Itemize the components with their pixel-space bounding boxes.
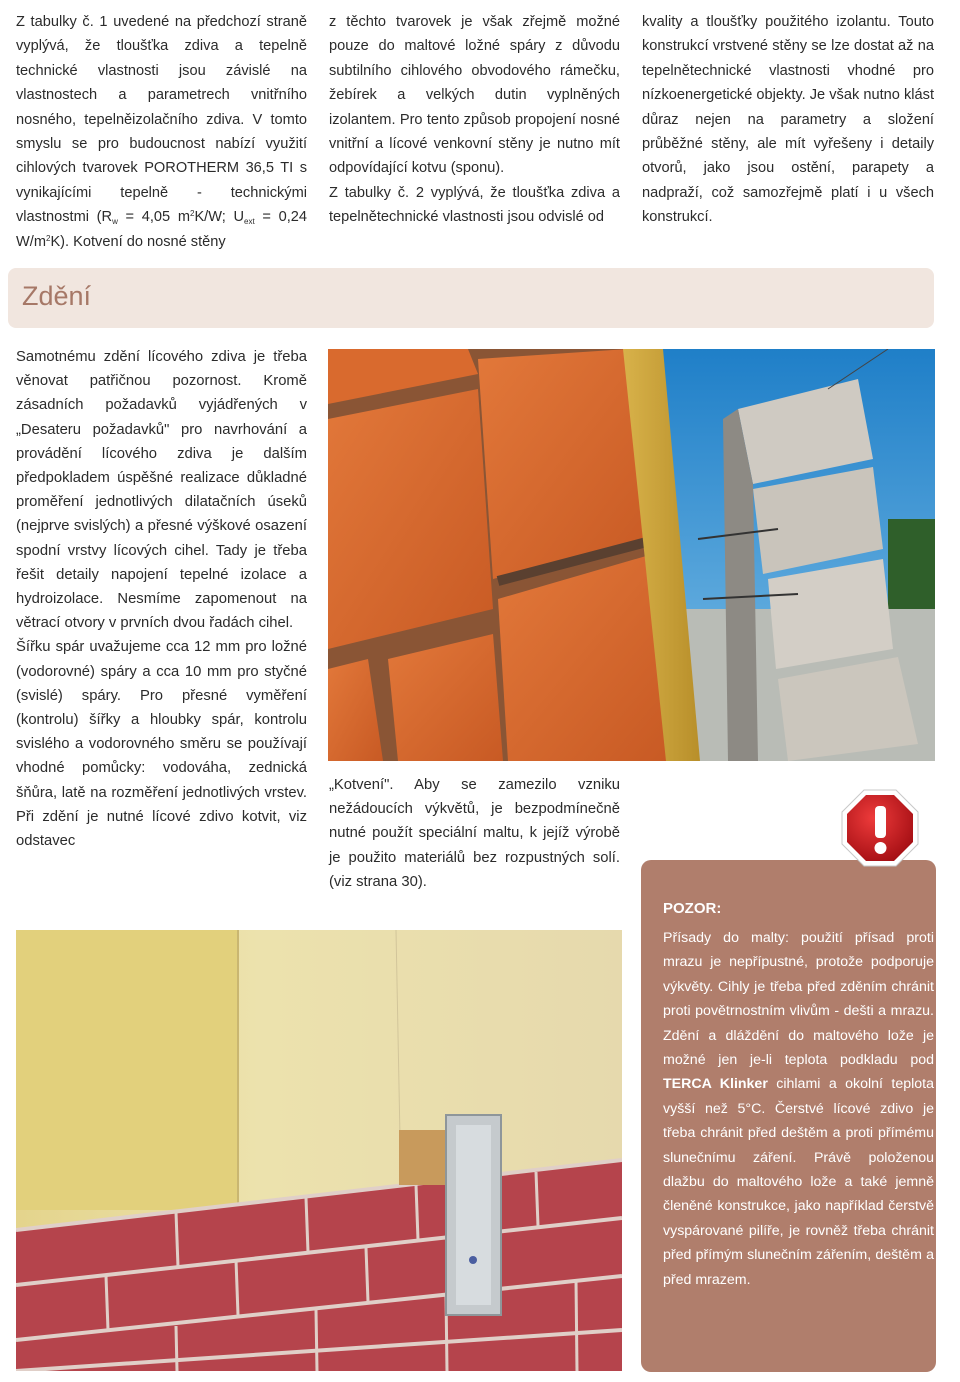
text: cihlami a okolní teplota vyšší než 5°C. Čerstvé lícové zdivo je třeba chránit před deštěm a proti přímému slunečnímu záření. Právě položenou dlažbu do maltového lože a také jemně členěné konstrukce, jako například čerstvě vyspárované pilíře, je rovněž třeba chránit před přímým slunečním zářením, deštěm a před mrazem. xyxy=(663,1076,934,1288)
warning-box xyxy=(641,860,936,1372)
middle-column-1 xyxy=(16,345,307,853)
text: = 4,05 m xyxy=(117,209,190,226)
text: Z tabulky č. 1 uvedené na předchozí straně vyplývá, že tloušťka zdiva a tepelně technické vlastnosti jsou závislé na vlastnostech a parametrech vnitřního nosného, tepelněizolačního zdiva. V tomto smyslu se pro budoucnost nabízí využití cihlových tvarovek POROTHERM 36,5 TI s vynikajícími tepelně - technickými vlastnostmi (R xyxy=(16,14,307,226)
mid-col-1-paragraph-1: Samotnému zdění lícového zdiva je třeba věnovat patřičnou pozornost. Kromě zásadních požadavků vyjádřených v „Desateru požadavků" pro navrhování a provádění lícového zdiva je dalším předpokladem úspěšné realizace důkladné proměření jednotlivých dilatačních úseků (nejprve svislých) a přesné výškové osazení spodní vrstvy lícových cihel. Tady je třeba řešit detaily napojení tepelné izolace a hydroizolace. Nesmíme zapomenout na větrací otvory v prvních dvou řadách cihel. xyxy=(16,349,307,632)
mid-col-1-paragraph-2: Šířku spár uvažujeme cca 12 mm pro ložné (vodorovné) spáry a cca 10 mm pro styčné (svislé) spáry. Pro přesné vyměření (kontrolu) šířky a hloubky spár, kontrolu svislého a vodorovného směru se používají vhodné pomůcky: vodováha, zednická šňůra, latě na rozměření jednotlivých vrstev. Při zdění je nutné lícové zdivo kotvit, viz odstavec xyxy=(16,639,307,850)
subscript: ext xyxy=(244,217,255,227)
photo-brick-wall-anchoring xyxy=(328,349,935,761)
brand-name: TERCA Klinker xyxy=(663,1076,768,1093)
superscript: 2 xyxy=(190,209,195,219)
top-column-3 xyxy=(642,10,934,230)
top-column-2 xyxy=(329,10,620,230)
top-col-2-paragraph-1: z těchto tvarovek je však zřejmě možné pouze do maltové ložné spáry z důvodu subtilního cihlového obvodového rámečku, žebírek a velkých dutin vyplněných izolantem. Pro tento způsob propojení nosné vnitřní a lícové venkovní stěny je nutno mít odpovídající kotvu (sponu). xyxy=(329,14,620,177)
brick-wall-illustration xyxy=(328,349,935,761)
superscript: 2 xyxy=(46,233,51,243)
warning-title: POZOR: xyxy=(663,900,722,917)
section-title: Zdění xyxy=(22,281,92,311)
middle-column-2 xyxy=(329,773,620,894)
top-col-3-paragraph: kvality a tloušťky použitého izolantu. Touto konstrukcí vrstvené stěny se lze dostat až na tepelnětechnické vlastnosti vhodné pro nízkoenergetické objekty. Je však nutno klást důraz nejen na parametry a složení průběžné stěny, ale mít vyřešeny i detaily otvorů, jako jsou ostění, parapety a nadpraží, což samozřejmě platí i u všech konstrukcí. xyxy=(642,14,934,226)
text: Přísady do malty: použití přísad proti mrazu je nepřípustné, protože podporuje výkvěty. Cihly je třeba před zděním chránit proti povětrnostním vlivům - dešti a mrazu. Zdění a dláždění do maltového lože je možné jen je-li teplota podkladu pod xyxy=(663,930,934,1069)
subscript: w xyxy=(112,217,118,227)
warning-text xyxy=(663,926,934,1292)
exclamation-octagon-icon xyxy=(838,786,922,870)
text: K/W; U xyxy=(194,209,245,226)
section-heading-bar xyxy=(8,268,934,328)
top-col-1-paragraph xyxy=(16,10,307,254)
text: = 0,24 W/m xyxy=(16,209,307,250)
mid-col-2-paragraph: „Kotvení". Aby se zamezilo vzniku nežádoucích výkvětů, je bezpodmínečně nutné použít speciální maltu, k jejíž výrobě je použito materiálů bez rozpustných solí. (viz strana 30). xyxy=(329,777,620,890)
top-column-1 xyxy=(16,10,307,254)
top-col-2-paragraph-2: Z tabulky č. 2 vyplývá, že tloušťka zdiva a tepelnětechnické vlastnosti jsou odvislé od xyxy=(329,184,620,226)
insulation-wall-illustration xyxy=(16,930,622,1371)
text: K). Kotvení do nosné stěny xyxy=(50,233,226,250)
photo-insulation-clinker-wall xyxy=(16,930,622,1371)
